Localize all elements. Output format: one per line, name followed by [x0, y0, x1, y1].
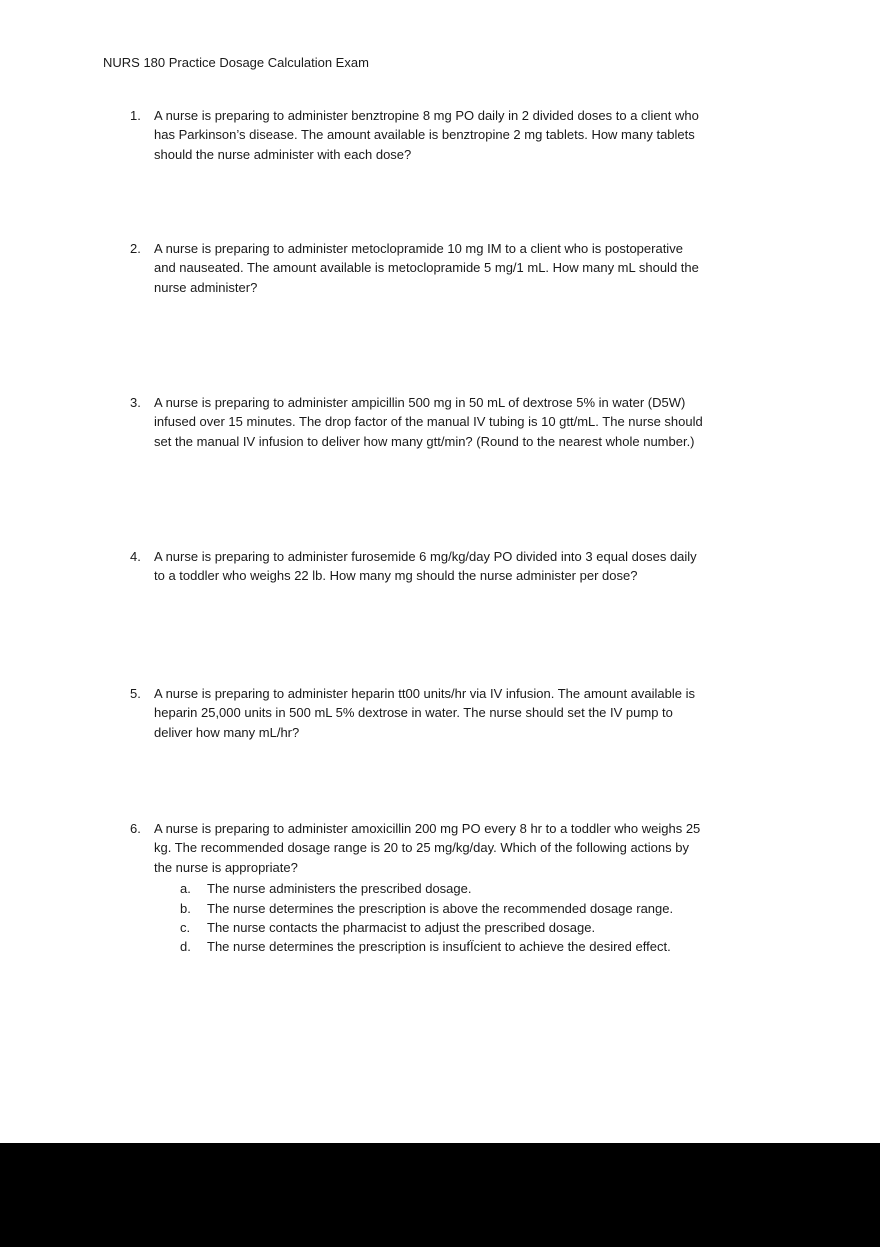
question-text: A nurse is preparing to administer benztropine 8 mg PO daily in 2 divided doses to a client who has Parkinson’s disease. The amount available is benztropine 2 mg tablets. How many tablets should the nurse administer with each dose? — [154, 108, 699, 162]
answer-options — [180, 879, 700, 956]
question-text: A nurse is preparing to administer amoxicillin 200 mg PO every 8 hr to a toddler who weighs 25 kg. The recommended dosage range is 20 to 25 mg/kg/day. Which of the following actions by the nurse is appropriate? — [154, 821, 701, 875]
option-text: The nurse contacts the pharmacist to adjust the prescribed dosage. — [207, 919, 596, 935]
option-letter: c. — [180, 919, 191, 935]
question-number: 4. — [130, 549, 141, 564]
question-2 — [130, 239, 699, 297]
question-text: A nurse is preparing to administer heparin tt00 units/hr via IV infusion. The amount available is heparin 25,000 units in 500 mL 5% dextrose in water. The nurse should set the IV pump to deliver how many mL/hr? — [154, 686, 696, 740]
question-number: 2. — [130, 241, 141, 256]
answer-option-d — [180, 937, 700, 956]
question-6 — [130, 819, 700, 956]
question-number: 5. — [130, 686, 141, 701]
option-letter: a. — [180, 881, 191, 897]
question-number: 1. — [130, 108, 141, 123]
question-text: A nurse is preparing to administer ampicillin 500 mg in 50 mL of dextrose 5% in water (D5W) infused over 15 minutes. The drop factor of the manual IV tubing is 10 gtt/mL. The nurse should set the manual IV infusion to deliver how many gtt/min? (Round to the nearest whole number.) — [154, 395, 703, 449]
answer-option-b — [180, 899, 700, 918]
option-text: The nurse determines the prescription is insufÏcient to achieve the desired effect. — [207, 939, 671, 955]
option-text: The nurse administers the prescribed dosage. — [207, 881, 472, 897]
bottom-black-bar — [0, 1143, 880, 1247]
option-letter: d. — [180, 939, 191, 955]
question-text: A nurse is preparing to administer furosemide 6 mg/kg/day PO divided into 3 equal doses daily to a toddler who weighs 22 lb. How many mg should the nurse administer per dose? — [154, 549, 697, 584]
question-4 — [130, 547, 697, 586]
question-5 — [130, 684, 695, 742]
question-3 — [130, 393, 703, 451]
answer-option-a — [180, 879, 700, 898]
question-text: A nurse is preparing to administer metoclopramide 10 mg IM to a client who is postoperative and nauseated. The amount available is metoclopramide 5 mg/1 mL. How many mL should the nurse administer? — [154, 241, 699, 295]
answer-option-c — [180, 918, 700, 937]
page-title: NURS 180 Practice Dosage Calculation Exam — [103, 55, 369, 70]
question-number: 6. — [130, 821, 141, 836]
question-number: 3. — [130, 395, 141, 410]
option-letter: b. — [180, 900, 191, 916]
option-text: The nurse determines the prescription is above the recommended dosage range. — [207, 900, 674, 916]
question-1 — [130, 106, 699, 164]
